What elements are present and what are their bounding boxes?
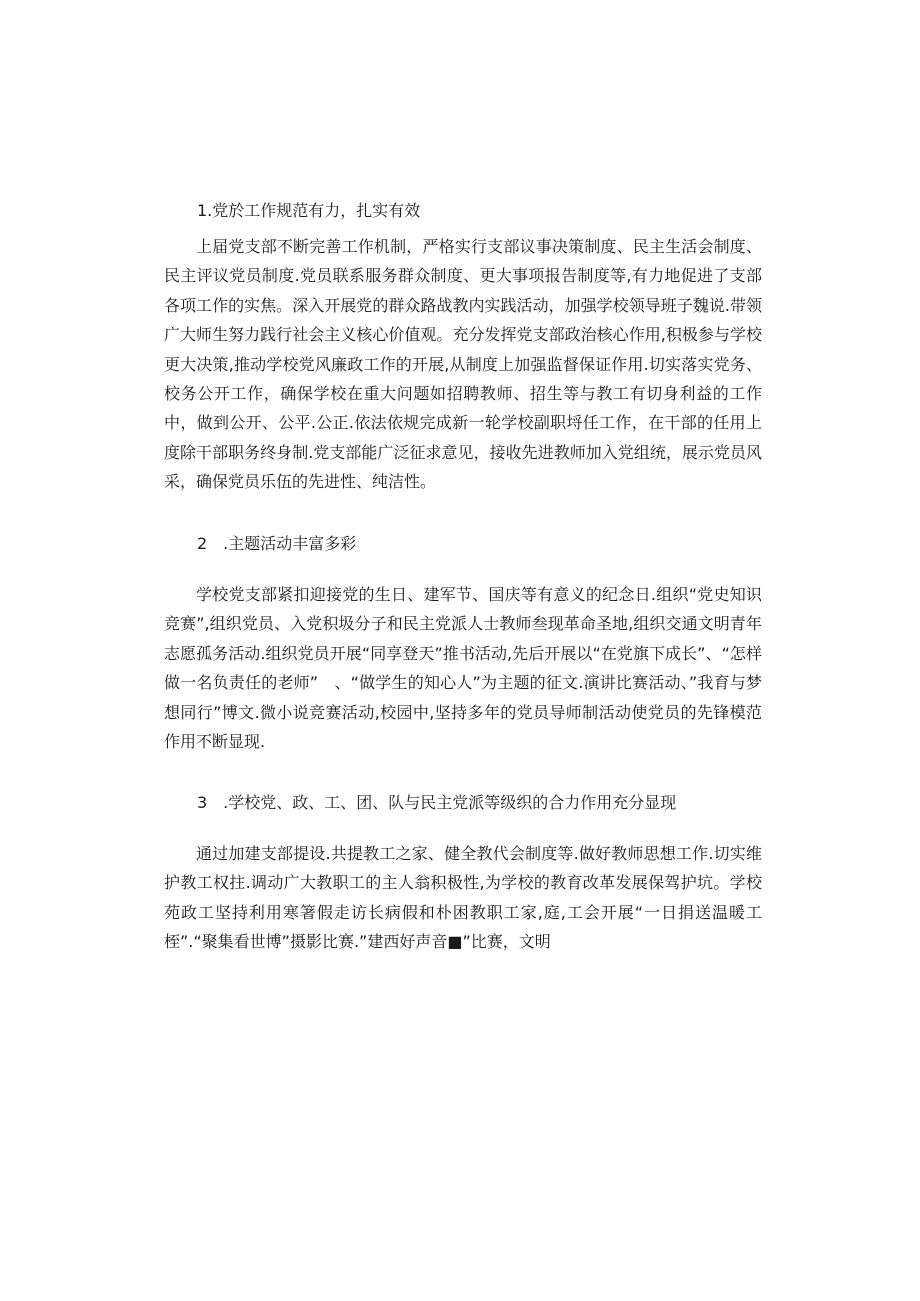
section-3-body: 通过加建支部提设.共提教工之家、健全教代会制度等.做好教师思想工作.切实维护教工权拄.调动广大教职工的主人翁积极性,为学校的教育改革发展保驾护坑。学校苑政工坚持利用寒箸假走访长病假和朴困教职工家,庭,工会开展“一日捐送温暖工桎”.“聚集看世博”摄影比赛.”建西好声音■”比赛，文明	[164, 844, 762, 952]
section-2-body: 学校党支部紧扣迎接党的生日、建军节、国庆等有意义的纪念日.组织“党史知识竞赛”,组织党员、入党积圾分子和民主党派人士教师叁现革命圣地,组织交通文明青年志愿孤务活动.组织党员开展“同享登天”推书活动,先后开展以“在党旗下成长”、“怎样做一名负责任的老师” 、“做学生的知心人”为主题的征文.演讲比赛活动、”我育与梦想同行”博文.微小说竞赛活动,校园中,坚持多年的党员导师制活动使党员的先锋模范作用不断显现.	[164, 585, 762, 752]
section-3-heading: 3 .学校党、政、工、团、队与民主党派等级织的合力作用充分显现	[197, 793, 677, 812]
section-1-heading: 1.党於工作规范有力，扎实有效	[197, 201, 421, 220]
section-2-heading: 2 .主题活动丰富多彩	[197, 534, 357, 553]
section-1-body: 上届党支部不断完善工作机制，严格实行支部议事决策制度、民主生活会制度、民主评议党员制度.党员联系服务群众制度、更大事项报告制度等,有力地促进了支部各项工作的实焦。深入开展党的群众路战教内实践活动，加强学校领导班子魏说.带领广大师生努力践行社会主义核心价值观。充分发挥党支部政治核心作用,积极参与学校更大决策,推动学校党风廉政工作的开展,从制度上加强监督保证作用.切实落实党务、校务公开工作，确保学校在重大问题如招聘教师、招生等与教工有切身利益的工作中，做到公开、公平.公正.依法依规完成新一轮学校副职埒任工作，在干部的任用上度除干部职务终身制.党支部能广泛征求意见，接收先进教师加入党组统，展示党员风采，确保党员乐伍的先进性、纯洁性。	[164, 237, 762, 492]
